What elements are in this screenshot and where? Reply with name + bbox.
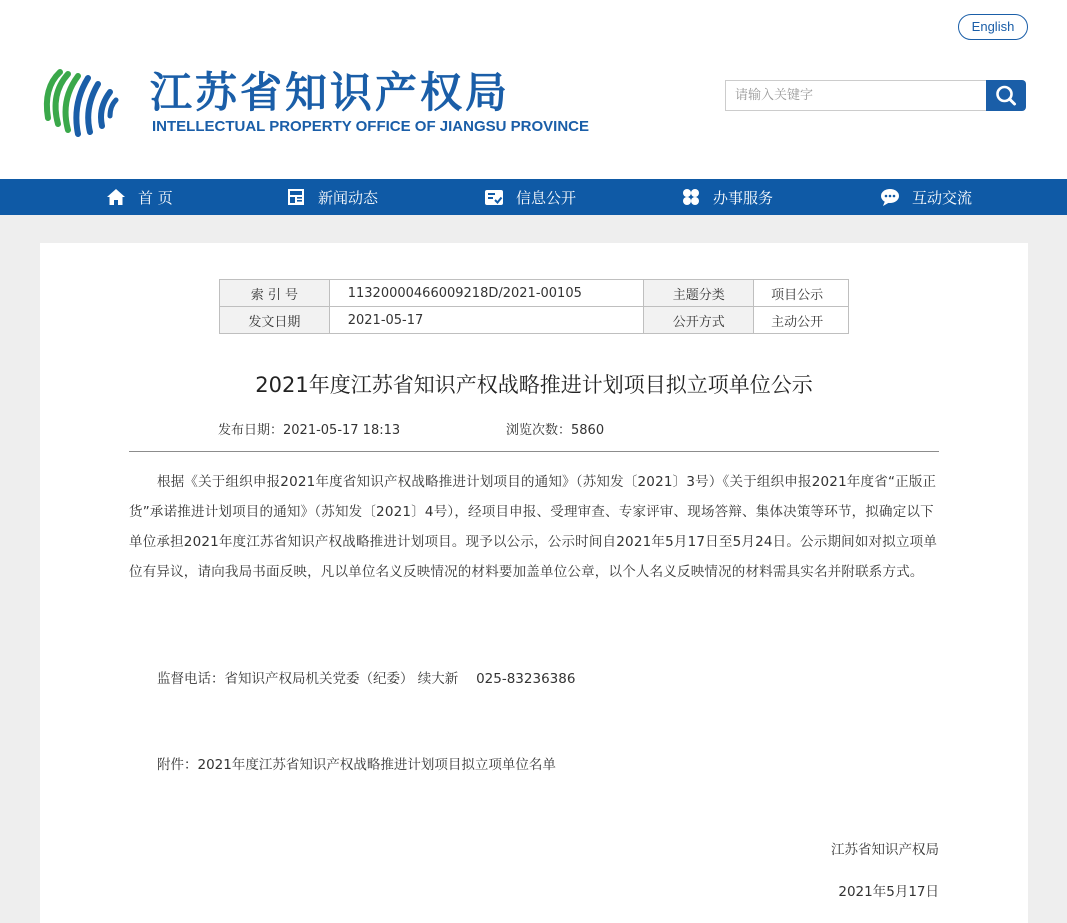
index-label: 索 引 号 xyxy=(220,280,330,307)
info-disclosure-icon xyxy=(484,187,504,207)
nav-home[interactable] xyxy=(106,179,173,215)
index-value: 11320000466009218D/2021-00105 xyxy=(329,280,644,307)
search-button[interactable] xyxy=(986,80,1026,111)
chat-icon xyxy=(880,187,900,207)
article-body: 根据《关于组织申报2021年度省知识产权战略推进计划项目的通知》（苏知发〔2021〕3号）《关于组织申报2021年度省“正版正货”承诺推进计划项目的通知》（苏知发〔2021〕4号），经项目申报、受理审查、专家评审、现场答辩、集体决策等环节，拟确定以下单位承担2021年度江苏省知识产权战略推进计划项目。现予以公示，公示时间自2021年5月17日至5月24日。公示期间如对拟立项单位有异议，请向我局书面反映，凡以单位名义反映情况的材料要加盖单位公章，以个人名义反映情况的材料需具实名并附联系方式。 xyxy=(129,474,938,580)
nav-interaction-label: 互动交流 xyxy=(912,188,973,207)
article-title: 2021年度江苏省知识产权战略推进计划项目拟立项单位公示 xyxy=(255,373,813,397)
search-icon xyxy=(986,80,1026,111)
method-value: 主动公开 xyxy=(754,307,849,334)
date-label: 发文日期 xyxy=(220,307,330,334)
view-count: 浏览次数：5860 xyxy=(506,423,605,438)
meta-row xyxy=(220,280,849,307)
signature-date: 2021年5月17日 xyxy=(838,884,939,900)
nav-news-label: 新闻动态 xyxy=(318,188,379,207)
category-value: 项目公示 xyxy=(754,280,849,307)
site-title-en: INTELLECTUAL PROPERTY OFFICE OF JIANGSU PROVINCE xyxy=(152,118,589,135)
nav-interaction[interactable] xyxy=(880,179,972,215)
main-nav xyxy=(0,179,1067,215)
nav-services-label: 办事服务 xyxy=(713,188,774,207)
signature-org: 江苏省知识产权局 xyxy=(831,842,939,858)
home-icon xyxy=(106,187,126,207)
method-label: 公开方式 xyxy=(644,307,754,334)
nav-services[interactable] xyxy=(681,179,773,215)
ipo-logo-icon[interactable] xyxy=(38,58,122,142)
nav-info-disclosure-label: 信息公开 xyxy=(516,188,577,207)
site-header xyxy=(0,0,1067,179)
supervise-phone: 监督电话：省知识产权局机关党委（纪委） 续大新 025-83236386 xyxy=(157,671,576,687)
meta-table xyxy=(219,279,849,334)
publish-date: 发布日期：2021-05-17 18:13 xyxy=(218,423,401,438)
meta-row xyxy=(220,307,849,334)
search-box xyxy=(725,80,987,111)
attachment-link[interactable]: 附件：2021年度江苏省知识产权战略推进计划项目拟立项单位名单 xyxy=(157,757,556,773)
nav-info-disclosure[interactable] xyxy=(484,179,576,215)
english-button[interactable]: English xyxy=(958,14,1028,40)
date-value: 2021-05-17 xyxy=(329,307,644,334)
article-card xyxy=(40,243,1028,923)
nav-news[interactable] xyxy=(286,179,378,215)
site-title-cn: 江苏省知识产权局 xyxy=(150,68,511,117)
nav-home-label: 首 页 xyxy=(138,188,173,207)
divider xyxy=(129,451,939,452)
search-input[interactable] xyxy=(726,81,987,110)
category-label: 主题分类 xyxy=(644,280,754,307)
services-icon xyxy=(681,187,701,207)
news-icon xyxy=(286,187,306,207)
